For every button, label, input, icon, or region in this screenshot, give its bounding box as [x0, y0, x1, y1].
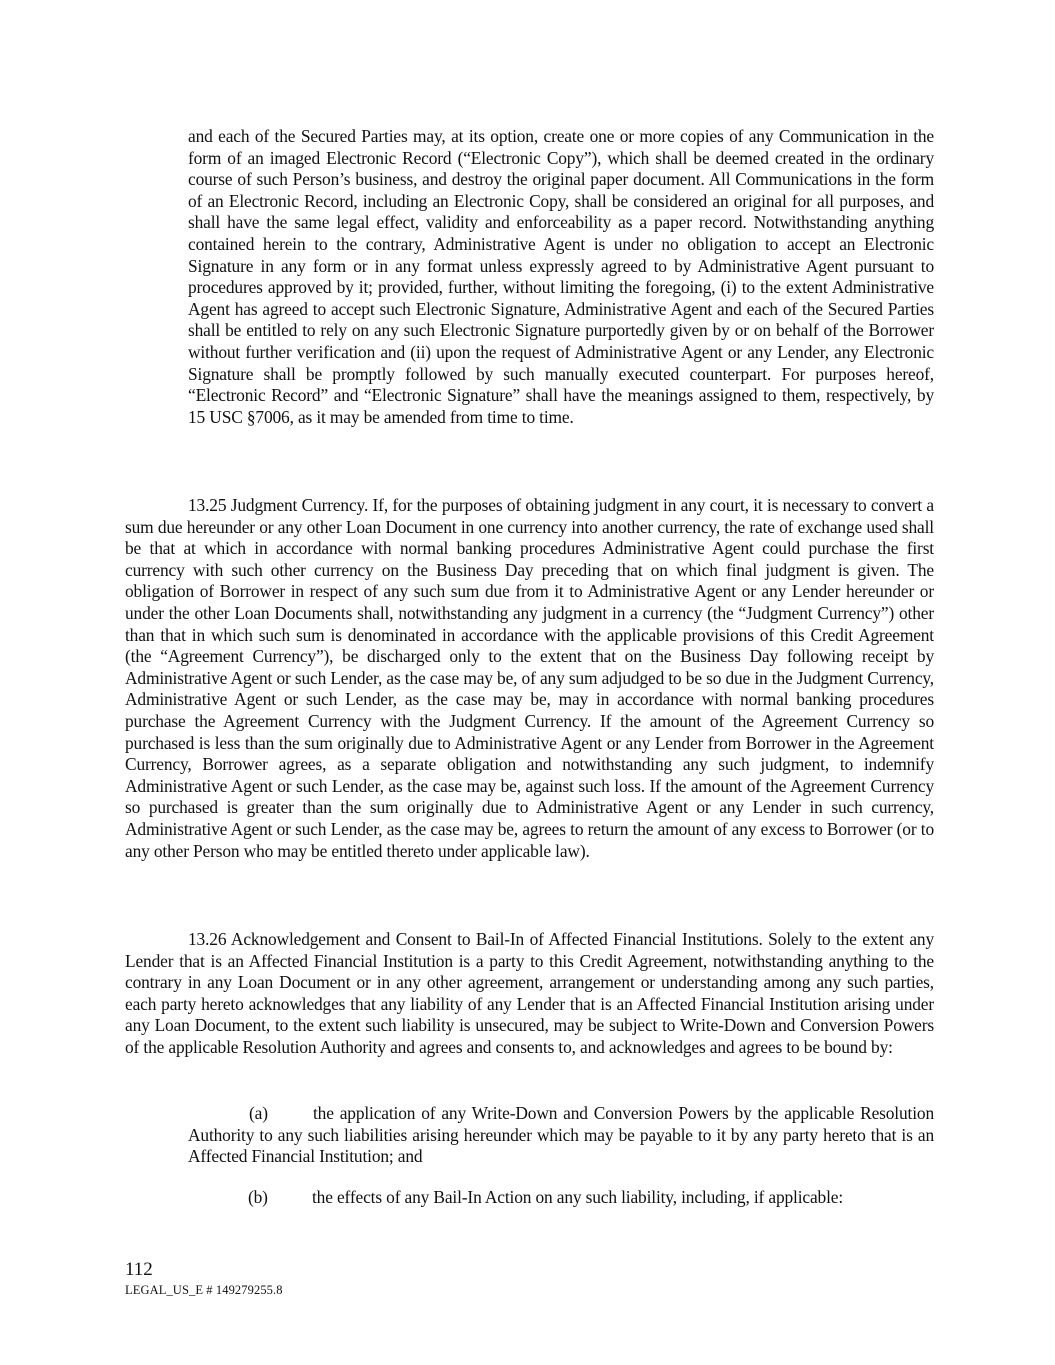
paragraph-bail-in-acknowledgement: 13.26 Acknowledgement and Consent to Bail-In of Affected Financial Institutions. Solely to the extent any Lender that is an Affected Financial Institution is a party to this Credit Agreement, notwithstanding anything to the contrary in any Loan Document or in any other agreement, arrangement or understanding among any such parties, each party hereto acknowledges that any liability of any Lender that is an Affected Financial Institution arising under any Loan Document, to the extent such liability is unsecured, may be subject to Write-Down and Conversion Powers of the applicable Resolution Authority and agrees and consents to, and acknowledges and agrees to be bound by:	[125, 929, 934, 1057]
paragraph-judgment-currency: 13.25 Judgment Currency. If, for the purposes of obtaining judgment in any court, it is necessary to convert a sum due hereunder or any other Loan Document in one currency into another currency, the rate of exchange used shall be that at which in accordance with normal banking procedures Administrative Agent could purchase the first currency with such other currency on the Business Day preceding that on which final judgment is given. The obligation of Borrower in respect of any such sum due from it to Administrative Agent or any Lender hereunder or under the other Loan Documents shall, notwithstanding any judgment in a currency (the “Judgment Currency”) other than that in which such sum is denominated in accordance with the applicable provisions of this Credit Agreement (the “Agreement Currency”), be discharged only to the extent that on the Business Day following receipt by Administrative Agent or such Lender, as the case may be, of any sum adjudged to be so due in the Judgment Currency, Administrative Agent or such Lender, as the case may be, may in accordance with normal banking procedures purchase the Agreement Currency with the Judgment Currency. If the amount of the Agreement Currency so purchased is less than the sum originally due to Administrative Agent or any Lender from Borrower in the Agreement Currency, Borrower agrees, as a separate obligation and notwithstanding any such judgment, to indemnify Administrative Agent or such Lender, as the case may be, against such loss. If the amount of the Agreement Currency so purchased is greater than the sum originally due to Administrative Agent or any Lender in such currency, Administrative Agent or such Lender, as the case may be, agrees to return the amount of any excess to Borrower (or to any other Person who may be entitled thereto under applicable law).	[125, 495, 934, 861]
clause-b	[248, 1187, 938, 1209]
page-number: 112	[125, 1259, 153, 1280]
paragraph-electronic-records: and each of the Secured Parties may, at its option, create one or more copies of any Communication in the form of an imaged Electronic Record (“Electronic Copy”), which shall be deemed created in the ordinary course of such Person’s business, and destroy the original paper document. All Communications in the form of an Electronic Record, including an Electronic Copy, shall be considered an original for all purposes, and shall have the same legal effect, validity and enforceability as a paper record. Notwithstanding anything contained herein to the contrary, Administrative Agent is under no obligation to accept an Electronic Signature in any form or in any format unless expressly agreed to by Administrative Agent pursuant to procedures approved by it; provided, further, without limiting the foregoing, (i) to the extent Administrative Agent has agreed to accept such Electronic Signature, Administrative Agent and each of the Secured Parties shall be entitled to rely on any such Electronic Signature purportedly given by or on behalf of the Borrower without further verification and (ii) upon the request of Administrative Agent or any Lender, any Electronic Signature shall be promptly followed by such manually executed counterpart. For purposes hereof, “Electronic Record” and “Electronic Signature” shall have the meanings assigned to them, respectively, by 15 USC §7006, as it may be amended from time to time.	[188, 126, 934, 427]
clause-a	[188, 1103, 934, 1168]
clause-b-label: (b)	[248, 1187, 268, 1207]
clause-a-text: the application of any Write-Down and Conversion Powers by the applicable Resolution Authority to any such liabilities arising hereunder which may be payable to it by any party hereto that is an Affected Financial Institution; and	[188, 1103, 934, 1167]
document-id: LEGAL_US_E # 149279255.8	[125, 1283, 283, 1297]
clause-a-label: (a)	[249, 1103, 268, 1123]
clause-b-text: the effects of any Bail-In Action on any such liability, including, if applicable:	[312, 1187, 844, 1207]
